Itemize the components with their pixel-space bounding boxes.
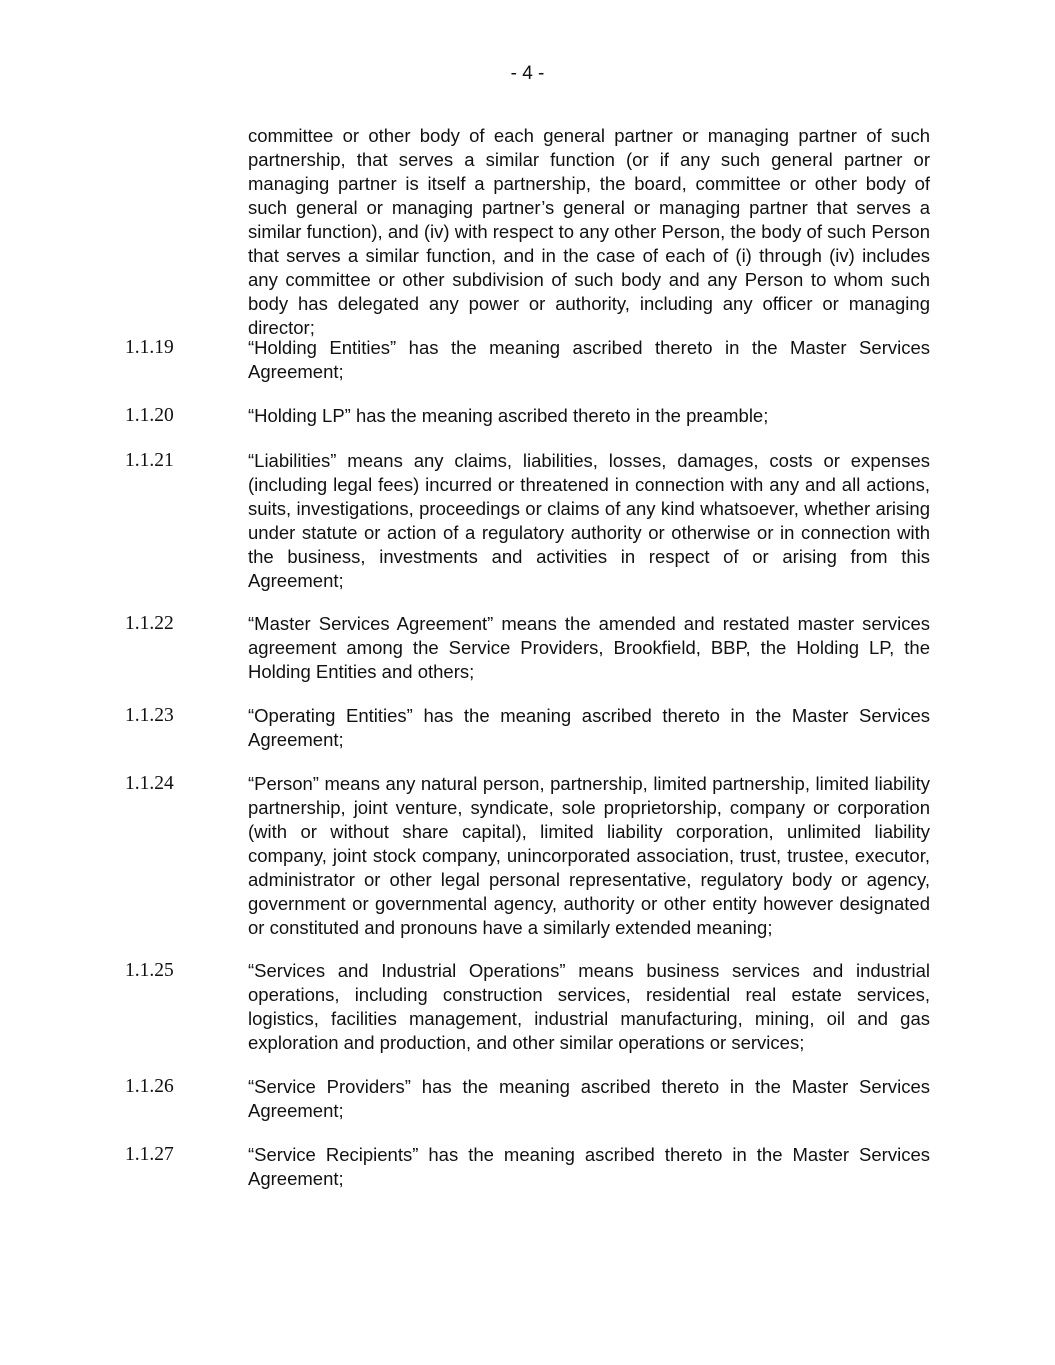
definition-number: 1.1.23 — [125, 705, 174, 726]
continuation-paragraph — [248, 124, 930, 340]
definition-text: “Person” means any natural person, partnership, limited partnership, limited liability partnership, joint venture, syndicate, sole proprietorship, company or corporation (with or without share capital), limited liability corporation, unlimited liability company, joint stock company, unincorporated association, trust, trustee, executor, administrator or other legal personal representative, regulatory body or agency, government or governmental agency, authority or other entity however designated or constituted and pronouns have a similarly extended meaning; — [248, 773, 930, 938]
definition-text: “Services and Industrial Operations” means business services and industrial operations, including construction services, residential real estate services, logistics, facilities management, industrial manufacturing, mining, oil and gas exploration and production, and other similar operations or services; — [248, 960, 930, 1053]
definition-text: “Service Providers” has the meaning ascribed thereto in the Master Services Agreement; — [248, 1076, 930, 1121]
definition-number: 1.1.20 — [125, 405, 174, 426]
definition-number: 1.1.24 — [125, 773, 174, 794]
definition-number: 1.1.19 — [125, 337, 174, 358]
definition-number: 1.1.21 — [125, 450, 174, 471]
definition-text: “Master Services Agreement” means the amended and restated master services agreement among the Service Providers, Brookfield, BBP, the Holding LP, the Holding Entities and others; — [248, 613, 930, 682]
definition-text: “Holding LP” has the meaning ascribed thereto in the preamble; — [248, 405, 769, 426]
definition-number: 1.1.22 — [125, 613, 174, 634]
definition-number: 1.1.27 — [125, 1144, 174, 1165]
definition-text: “Holding Entities” has the meaning ascribed thereto in the Master Services Agreement; — [248, 337, 930, 382]
definition-number: 1.1.26 — [125, 1076, 174, 1097]
definition-text: “Liabilities” means any claims, liabilities, losses, damages, costs or expenses (including legal fees) incurred or threatened in connection with any and all actions, suits, investigations, proceedings or claims of any kind whatsoever, whether arising under statute or action of a regulatory authority or otherwise or in connection with the business, investments and activities in respect of or arising from this Agreement; — [248, 450, 930, 591]
definition-number: 1.1.25 — [125, 960, 174, 981]
continuation-text: committee or other body of each general partner or managing partner of such partnership, that serves a similar function (or if any such general partner or managing partner is itself a partnership, the board, committee or other body of such general or managing partner’s general or managing partner that serves a similar function), and (iv) with respect to any other Person, the body of such Person that serves a similar function, and in the case of each of (i) through (iv) includes any committee or other subdivision of such body and any Person to whom such body has delegated any power or authority, including any officer or managing director; — [248, 125, 930, 338]
definition-text: “Operating Entities” has the meaning ascribed thereto in the Master Services Agreement; — [248, 705, 930, 750]
definition-text: “Service Recipients” has the meaning ascribed thereto in the Master Services Agreement; — [248, 1144, 930, 1189]
page-number: - 4 - — [510, 63, 545, 84]
